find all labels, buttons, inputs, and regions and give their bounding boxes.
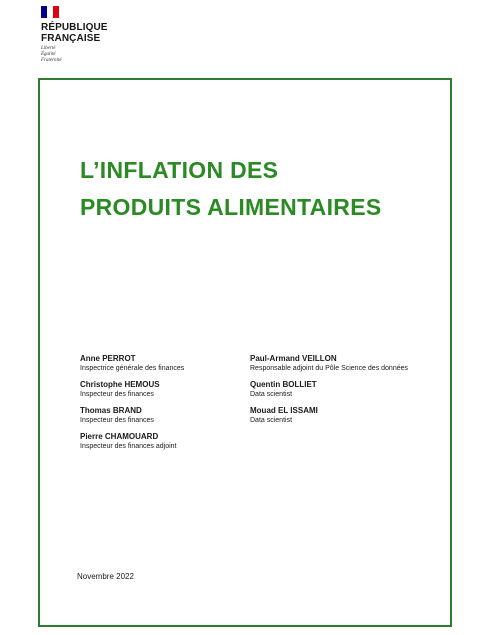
report-title-line1: L’INFLATION DES bbox=[80, 157, 279, 183]
author-name: Thomas BRAND bbox=[80, 406, 142, 415]
country-name-line1: RÉPUBLIQUE bbox=[41, 22, 108, 33]
author-name: Anne PERROT bbox=[80, 354, 136, 363]
french-flag-icon bbox=[41, 6, 59, 18]
national-motto bbox=[41, 46, 131, 64]
author-name: Quentin BOLLIET bbox=[250, 380, 317, 389]
author-role: Inspectrice générale des finances bbox=[80, 365, 185, 372]
author-name: Paul-Armand VEILLON bbox=[250, 354, 337, 363]
authors-block bbox=[80, 354, 440, 458]
author-entry bbox=[80, 380, 250, 399]
author-role: Inspecteur des finances adjoint bbox=[80, 443, 177, 450]
motto-egalite: Égalité bbox=[41, 52, 56, 57]
motto-liberte: Liberté bbox=[41, 46, 56, 51]
author-role: Data scientist bbox=[250, 391, 293, 398]
country-name-line2: FRANÇAISE bbox=[41, 33, 101, 44]
authors-right-column bbox=[250, 354, 440, 458]
author-entry bbox=[80, 354, 250, 373]
author-entry bbox=[80, 432, 250, 451]
publication-date: Novembre 2022 bbox=[77, 572, 134, 581]
authors-left-column bbox=[80, 354, 250, 458]
author-role: Inspecteur des finances bbox=[80, 417, 154, 424]
author-role: Inspecteur des finances bbox=[80, 391, 154, 398]
author-entry bbox=[80, 406, 250, 425]
author-name: Christophe HEMOUS bbox=[80, 380, 160, 389]
motto-fraternite: Fraternité bbox=[41, 58, 62, 63]
report-title-line2: PRODUITS ALIMENTAIRES bbox=[80, 194, 382, 220]
author-entry bbox=[250, 406, 440, 425]
report-title bbox=[80, 152, 381, 226]
author-entry bbox=[250, 380, 440, 399]
author-role: Responsable adjoint du Pôle Science des données bbox=[250, 365, 409, 372]
author-role: Data scientist bbox=[250, 417, 293, 424]
author-name: Mouad EL ISSAMI bbox=[250, 406, 318, 415]
author-entry bbox=[250, 354, 440, 373]
author-name: Pierre CHAMOUARD bbox=[80, 432, 159, 441]
republique-francaise-logo bbox=[41, 6, 131, 64]
country-name bbox=[41, 22, 131, 44]
